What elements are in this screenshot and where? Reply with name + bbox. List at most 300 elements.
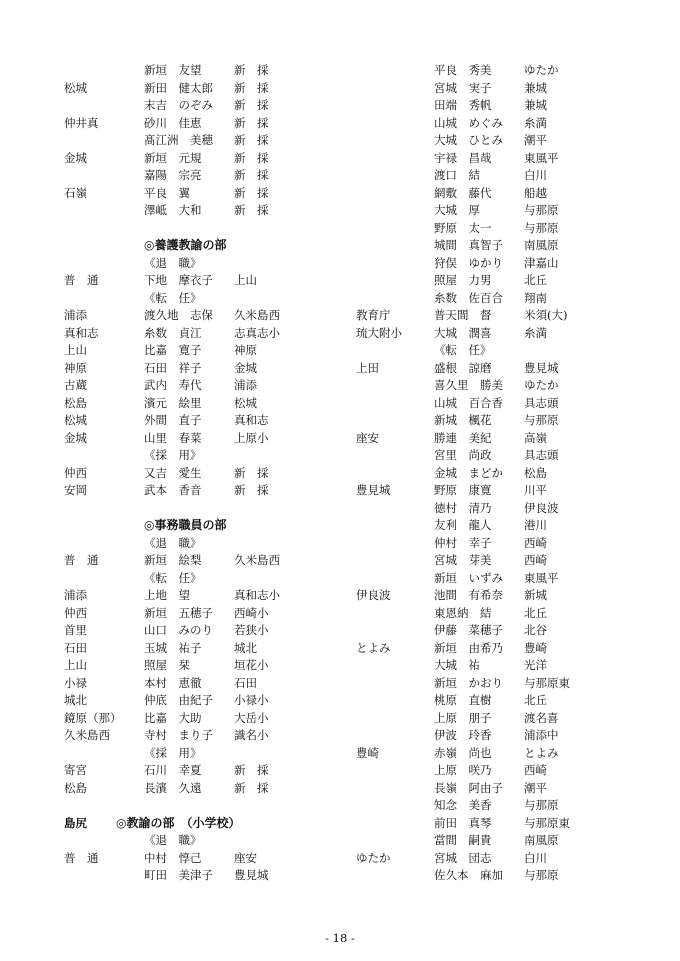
- person-name: 髙江洲 美穂: [144, 133, 213, 147]
- person-name: 長嶺 阿由子: [434, 780, 503, 795]
- destination: 白川: [524, 850, 547, 865]
- subheading-row: [64, 570, 354, 588]
- destination: 新 採: [234, 203, 269, 217]
- personnel-entry: [356, 150, 656, 168]
- destination: 北丘: [524, 273, 547, 287]
- personnel-entry: [64, 80, 354, 98]
- destination: 潮平: [524, 133, 547, 147]
- person-name: 照屋 栞: [144, 658, 190, 672]
- person-name: 桃原 直樹: [434, 693, 492, 707]
- personnel-entry: [356, 237, 656, 255]
- personnel-entry: [356, 167, 656, 185]
- personnel-entry: [356, 500, 656, 518]
- personnel-entry: [356, 115, 656, 133]
- destination: 金城: [234, 360, 257, 375]
- personnel-entry: [356, 447, 656, 465]
- personnel-entry: [64, 115, 354, 133]
- person-name: 宇禄 昌哉: [434, 150, 492, 165]
- destination: 豊見城: [524, 360, 559, 375]
- person-name: 末吉 のぞみ: [144, 98, 213, 112]
- destination: 兼城: [524, 80, 547, 95]
- subheading-row: [64, 745, 354, 763]
- person-name: 中村 惇己: [144, 850, 202, 865]
- destination: 城北: [234, 640, 257, 655]
- school-name: 松島: [64, 780, 87, 795]
- person-name: 赤嶺 尚也: [434, 745, 492, 760]
- personnel-entry: [64, 430, 354, 448]
- subheading: 《転 任》: [434, 343, 492, 357]
- personnel-entry: [64, 342, 354, 360]
- school-name: 小禄: [64, 675, 87, 690]
- person-name: 下地 摩衣子: [144, 273, 213, 287]
- personnel-entry: [64, 465, 354, 483]
- person-name: 狩俣 ゆかり: [434, 255, 503, 270]
- destination: 渡名喜: [524, 710, 559, 725]
- person-name: 東恩納 結: [434, 605, 492, 620]
- personnel-entry: [64, 482, 354, 500]
- destination: 浦添中: [524, 728, 559, 742]
- person-name: 上原 朋子: [434, 710, 492, 725]
- destination: 東風平: [524, 570, 559, 585]
- school-name: 金城: [64, 430, 87, 445]
- personnel-entry: [64, 132, 354, 150]
- person-name: 比嘉 寛子: [144, 343, 202, 357]
- destination: 新 採: [234, 465, 269, 480]
- destination: 石田: [234, 675, 257, 690]
- subheading-row: [64, 447, 354, 465]
- person-name: 大城 厚: [434, 203, 480, 217]
- school-name: 松島: [64, 395, 87, 410]
- destination: 伊良波: [524, 500, 559, 515]
- person-name: 喜久里 勝美: [434, 378, 503, 392]
- personnel-entry: [356, 307, 656, 325]
- school-name: 鏡原（那）: [64, 710, 122, 725]
- person-name: 平良 翼: [144, 185, 190, 200]
- personnel-entry: [356, 132, 656, 150]
- destination: 兼城: [524, 98, 547, 112]
- school-name: 浦添: [64, 308, 87, 322]
- personnel-entry: [64, 360, 354, 378]
- person-name: 新垣 由希乃: [434, 640, 503, 655]
- destination: 与那原: [524, 413, 559, 427]
- person-name: 又吉 愛生: [144, 465, 202, 480]
- subheading: 《退 職》: [144, 535, 202, 550]
- destination: 真和志: [234, 413, 269, 427]
- school-name: 教育庁: [356, 308, 391, 322]
- destination: 南風原: [524, 238, 559, 252]
- school-name: 松城: [64, 80, 87, 95]
- personnel-entry: [64, 640, 354, 658]
- destination: 識名小: [234, 728, 269, 742]
- destination: 真和志小: [234, 588, 280, 602]
- personnel-entry: [64, 692, 354, 710]
- personnel-entry: [64, 150, 354, 168]
- person-name: 長濱 久遠: [144, 780, 202, 795]
- destination: 白川: [524, 168, 547, 182]
- person-name: 當間 嗣貴: [434, 833, 492, 847]
- personnel-entry: [356, 552, 656, 570]
- personnel-entry: [64, 605, 354, 623]
- personnel-entry: [64, 395, 354, 413]
- destination: 浦添: [234, 378, 257, 392]
- person-name: 寺村 まり子: [144, 728, 213, 742]
- destination: 上山: [234, 273, 257, 287]
- blank-row: [64, 220, 354, 238]
- school-name: 仲西: [64, 465, 87, 480]
- destination: 具志頭: [524, 395, 559, 410]
- school-name: とよみ: [356, 640, 391, 655]
- destination: 与那原東: [524, 675, 570, 690]
- section-heading: ◎事務職員の部: [144, 518, 227, 532]
- person-name: 新垣 友望: [144, 63, 202, 77]
- destination: 南風原: [524, 833, 559, 847]
- destination: 新 採: [234, 168, 269, 182]
- destination: 豊見城: [234, 868, 269, 882]
- district-heading-row: [64, 815, 354, 833]
- destination: 若狭小: [234, 623, 269, 637]
- person-name: 宮里 尚政: [434, 448, 492, 462]
- personnel-entry: [356, 832, 656, 850]
- personnel-entry: [356, 97, 656, 115]
- destination: 翔南: [524, 290, 547, 305]
- right-column: [356, 62, 656, 885]
- personnel-entry: [356, 255, 656, 273]
- school-name: 豊崎: [356, 745, 379, 760]
- person-name: 玉城 祐子: [144, 640, 202, 655]
- personnel-entry: [356, 62, 656, 80]
- person-name: 新垣 いずみ: [434, 570, 503, 585]
- school-name: 石嶺: [64, 185, 87, 200]
- person-name: 野原 太一: [434, 220, 492, 235]
- person-name: 宮城 実子: [434, 80, 492, 95]
- section-heading-row: [64, 237, 354, 255]
- destination: 新 採: [234, 80, 269, 95]
- destination: 垣花小: [234, 658, 269, 672]
- destination: 上原小: [234, 430, 269, 445]
- destination: 大岳小: [234, 710, 269, 725]
- person-name: 勝連 美紀: [434, 430, 492, 445]
- page-number: - 18 -: [325, 931, 355, 945]
- person-name: 新垣 絵梨: [144, 553, 202, 567]
- personnel-entry: [356, 692, 656, 710]
- destination: 高嶺: [524, 430, 547, 445]
- person-name: 山口 みのり: [144, 623, 213, 637]
- destination: 新 採: [234, 483, 269, 497]
- personnel-entry: [64, 97, 354, 115]
- personnel-entry: [356, 430, 656, 448]
- person-name: 外間 直子: [144, 413, 202, 427]
- personnel-entry: [356, 762, 656, 780]
- subheading: 《退 職》: [144, 255, 202, 270]
- subheading: 《退 職》: [144, 833, 202, 847]
- destination: 新 採: [234, 780, 269, 795]
- destination: 松城: [234, 395, 257, 410]
- destination: 久米島西: [234, 553, 280, 567]
- personnel-entry: [64, 325, 354, 343]
- person-name: 新垣 元規: [144, 150, 202, 165]
- destination: 座安: [234, 850, 257, 865]
- destination: 与那原: [524, 798, 559, 812]
- school-name: 神原: [64, 360, 87, 375]
- person-name: 網敷 藤代: [434, 185, 492, 200]
- destination: 与那原東: [524, 815, 570, 830]
- district-name: 島尻: [64, 815, 87, 830]
- subheading-row: [356, 342, 656, 360]
- destination: ゆたか: [524, 378, 559, 392]
- person-name: 盛根 諒磨: [434, 360, 492, 375]
- school-name: 寄宮: [64, 763, 87, 777]
- school-name: 仲西: [64, 605, 87, 620]
- person-name: 新城 楓花: [434, 413, 492, 427]
- personnel-entry: [356, 482, 656, 500]
- subheading-row: [64, 255, 354, 273]
- subheading-row: [64, 290, 354, 308]
- person-name: 町田 美津子: [144, 868, 213, 882]
- personnel-entry: [64, 185, 354, 203]
- person-name: 嘉陽 宗亮: [144, 168, 202, 182]
- personnel-entry: [356, 220, 656, 238]
- school-name: ゆたか: [356, 850, 391, 865]
- person-name: 平良 秀美: [434, 63, 492, 77]
- school-name: 普 通: [64, 273, 99, 287]
- person-name: 比嘉 大助: [144, 710, 202, 725]
- personnel-entry: [356, 377, 656, 395]
- destination: 潮平: [524, 780, 547, 795]
- left-column: [64, 62, 354, 885]
- personnel-entry: [356, 640, 656, 658]
- destination: 港川: [524, 518, 547, 532]
- destination: 船越: [524, 185, 547, 200]
- person-name: 糸数 貞江: [144, 325, 202, 340]
- school-name: 豊見城: [356, 483, 391, 497]
- personnel-entry: [356, 587, 656, 605]
- person-name: 武本 香音: [144, 483, 202, 497]
- personnel-entry: [64, 622, 354, 640]
- person-name: 山城 めぐみ: [434, 115, 503, 130]
- section-heading: ◎養護教諭の部: [144, 238, 227, 252]
- personnel-entry: [356, 202, 656, 220]
- person-name: 知念 美香: [434, 798, 492, 812]
- destination: 西崎小: [234, 605, 269, 620]
- personnel-entry: [356, 797, 656, 815]
- school-name: 上山: [64, 343, 87, 357]
- personnel-entry: [64, 587, 354, 605]
- personnel-entry: [356, 850, 656, 868]
- destination: 津嘉山: [524, 255, 559, 270]
- personnel-entry: [64, 202, 354, 220]
- personnel-entry: [64, 62, 354, 80]
- personnel-entry: [356, 517, 656, 535]
- destination: 新 採: [234, 98, 269, 112]
- destination: 与那原: [524, 220, 559, 235]
- destination: 糸満: [524, 115, 547, 130]
- school-name: 安岡: [64, 483, 87, 497]
- destination: 川平: [524, 483, 547, 497]
- personnel-entry: [356, 272, 656, 290]
- personnel-entry: [64, 307, 354, 325]
- destination: 糸満: [524, 325, 547, 340]
- school-name: 真和志: [64, 325, 99, 340]
- person-name: 石田 祥子: [144, 360, 202, 375]
- person-name: 宮城 芽美: [434, 553, 492, 567]
- destination: 東風平: [524, 150, 559, 165]
- destination: 新城: [524, 588, 547, 602]
- person-name: 渡口 結: [434, 168, 480, 182]
- destination: 北丘: [524, 693, 547, 707]
- school-name: 浦添: [64, 588, 87, 602]
- destination: 北谷: [524, 623, 547, 637]
- school-name: 普 通: [64, 553, 99, 567]
- person-name: 渡久地 志保: [144, 308, 213, 322]
- person-name: 糸数 佐百合: [434, 290, 503, 305]
- destination: 具志頭: [524, 448, 559, 462]
- personnel-entry: [356, 290, 656, 308]
- person-name: 宮城 団志: [434, 850, 492, 865]
- person-name: 新垣 かおり: [434, 675, 503, 690]
- personnel-entry: [356, 867, 656, 885]
- destination: 光洋: [524, 658, 547, 672]
- person-name: 石川 幸夏: [144, 763, 202, 777]
- school-name: 首里: [64, 623, 87, 637]
- personnel-entry: [356, 622, 656, 640]
- personnel-entry: [356, 535, 656, 553]
- personnel-entry: [64, 412, 354, 430]
- person-name: 仲村 幸子: [434, 535, 492, 550]
- person-name: 徳村 清乃: [434, 500, 492, 515]
- person-name: 新田 健太郎: [144, 80, 213, 95]
- subheading: 《採 用》: [144, 448, 202, 462]
- person-name: 照屋 力男: [434, 273, 492, 287]
- personnel-entry: [64, 675, 354, 693]
- subheading: 《転 任》: [144, 570, 202, 585]
- personnel-entry: [356, 360, 656, 378]
- person-name: 大城 ひとみ: [434, 133, 503, 147]
- section-heading: ◎教諭の部 （小学校）: [116, 815, 241, 830]
- destination: 神原: [234, 343, 257, 357]
- person-name: 野原 康寛: [434, 483, 492, 497]
- person-name: 前田 真琴: [434, 815, 492, 830]
- destination: 新 採: [234, 763, 269, 777]
- personnel-entry: [64, 710, 354, 728]
- person-name: 伊藤 菜穂子: [434, 623, 503, 637]
- destination: 新 採: [234, 185, 269, 200]
- person-name: 金城 まどか: [434, 465, 503, 480]
- blank-row: [64, 797, 354, 815]
- person-name: 濱元 絵里: [144, 395, 202, 410]
- destination: 小禄小: [234, 693, 269, 707]
- school-name: 金城: [64, 150, 87, 165]
- person-name: 山里 春菜: [144, 430, 202, 445]
- subheading-row: [64, 535, 354, 553]
- person-name: 城間 真智子: [434, 238, 503, 252]
- destination: 新 採: [234, 133, 269, 147]
- destination: 西崎: [524, 553, 547, 567]
- destination: 豊崎: [524, 640, 547, 655]
- school-name: 古蔵: [64, 378, 87, 392]
- personnel-entry: [64, 762, 354, 780]
- destination: 西崎: [524, 763, 547, 777]
- person-name: 田端 秀帆: [434, 98, 492, 112]
- destination: 北丘: [524, 605, 547, 620]
- personnel-entry: [64, 727, 354, 745]
- personnel-entry: [356, 675, 656, 693]
- personnel-entry: [356, 185, 656, 203]
- school-name: 城北: [64, 693, 87, 707]
- personnel-entry: [356, 465, 656, 483]
- person-name: 大城 祐: [434, 658, 480, 672]
- personnel-entry: [64, 377, 354, 395]
- subheading-row: [64, 832, 354, 850]
- destination: 松島: [524, 465, 547, 480]
- personnel-entry: [64, 850, 354, 868]
- blank-row: [64, 500, 354, 518]
- personnel-entry: [356, 710, 656, 728]
- personnel-entry: [356, 605, 656, 623]
- personnel-entry: [356, 780, 656, 798]
- destination: とよみ: [524, 745, 559, 760]
- school-name: 上山: [64, 658, 87, 672]
- destination: 与那原: [524, 868, 559, 882]
- person-name: 仲底 由紀子: [144, 693, 213, 707]
- personnel-entry: [64, 552, 354, 570]
- personnel-entry: [356, 745, 656, 763]
- school-name: 琉大附小: [356, 325, 402, 340]
- personnel-entry: [64, 167, 354, 185]
- personnel-entry: [64, 272, 354, 290]
- person-name: 本村 恵徹: [144, 675, 202, 690]
- destination: 志真志小: [234, 325, 280, 340]
- person-name: 武内 寿代: [144, 378, 202, 392]
- personnel-entry: [356, 395, 656, 413]
- person-name: 大城 潤喜: [434, 325, 492, 340]
- person-name: 普天間 督: [434, 308, 492, 322]
- school-name: 普 通: [64, 850, 99, 865]
- destination: 新 採: [234, 63, 269, 77]
- school-name: 座安: [356, 430, 379, 445]
- personnel-entry: [356, 570, 656, 588]
- personnel-entry: [356, 412, 656, 430]
- school-name: 久米島西: [64, 728, 110, 742]
- personnel-entry: [356, 657, 656, 675]
- subheading: 《転 任》: [144, 290, 202, 305]
- personnel-entry: [356, 325, 656, 343]
- subheading: 《採 用》: [144, 745, 202, 760]
- person-name: 上原 咲乃: [434, 763, 492, 777]
- destination: 新 採: [234, 115, 269, 130]
- person-name: 澤岻 大和: [144, 203, 202, 217]
- school-name: 伊良波: [356, 588, 391, 602]
- person-name: 池間 有希奈: [434, 588, 503, 602]
- person-name: 山城 百合香: [434, 395, 503, 410]
- school-name: 上田: [356, 360, 379, 375]
- personnel-entry: [356, 815, 656, 833]
- destination: 与那原: [524, 203, 559, 217]
- personnel-entry: [356, 80, 656, 98]
- personnel-entry: [64, 780, 354, 798]
- destination: 久米島西: [234, 308, 280, 322]
- person-name: 上地 望: [144, 588, 190, 602]
- person-name: 新垣 五穂子: [144, 605, 213, 620]
- personnel-entry: [64, 657, 354, 675]
- section-heading-row: [64, 517, 354, 535]
- person-name: 伊波 玲香: [434, 728, 492, 742]
- destination: 米須(大): [524, 308, 568, 322]
- school-name: 松城: [64, 413, 87, 427]
- destination: ゆたか: [524, 63, 559, 77]
- person-name: 佐久本 麻加: [434, 868, 503, 882]
- person-name: 砂川 佳恵: [144, 115, 202, 130]
- personnel-entry: [64, 867, 354, 885]
